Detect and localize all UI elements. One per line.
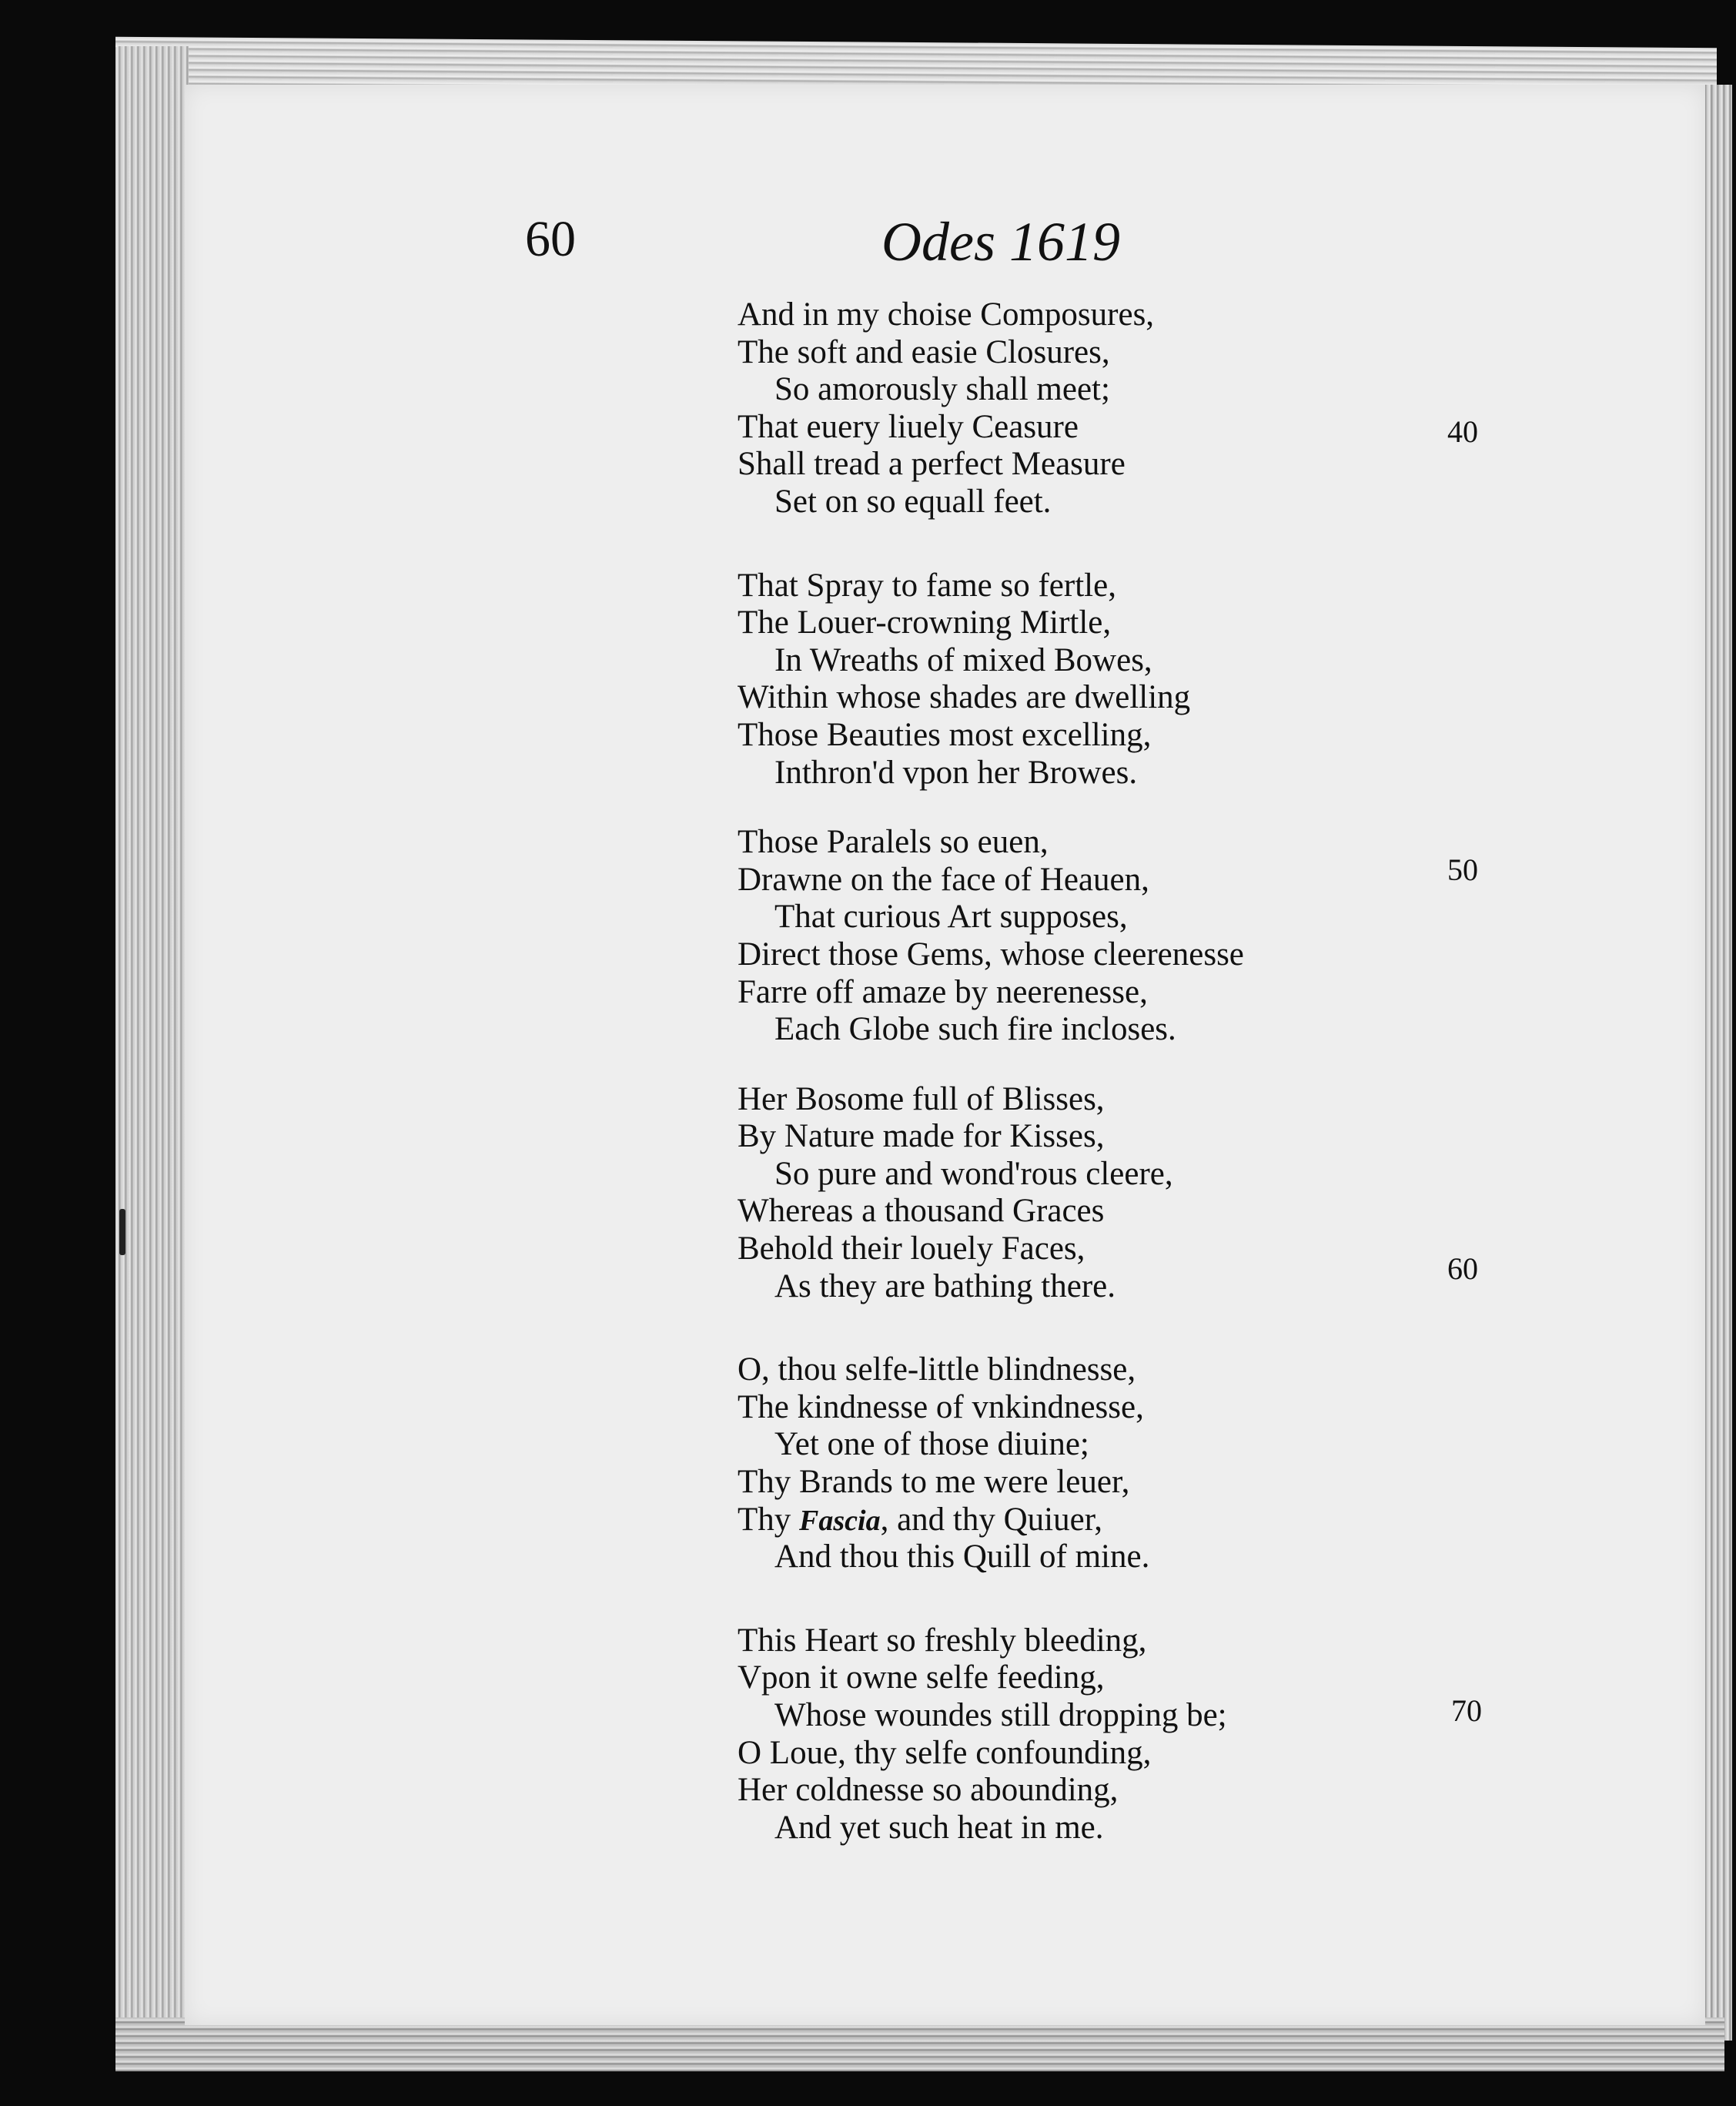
poem-line: And in my choise Composures, [738, 296, 1155, 333]
poem-line: Her coldnesse so abounding, [738, 1772, 1119, 1809]
book-edge-right [1701, 85, 1732, 2041]
poem-line: Farre off amaze by neerenesse, [738, 973, 1148, 1010]
stanza [738, 568, 1430, 792]
poem-line: By Nature made for Kisses, [738, 1118, 1105, 1155]
poem-line: Behold their louely Faces, [738, 1230, 1085, 1267]
poem-line: So pure and wond'rous cleere, [774, 1155, 1173, 1192]
poem-line: As they are bathing there. [774, 1267, 1116, 1304]
poem-line: That curious Art supposes, [774, 899, 1128, 936]
book-edge-left [115, 46, 189, 2029]
poem-line-emphasis: Fascia [799, 1504, 881, 1537]
poem-line: Vpon it owne selfe feeding, [738, 1659, 1105, 1696]
poem-line: O Loue, thy selfe confounding, [738, 1734, 1152, 1771]
poem-line: Those Paralels so euen, [738, 824, 1049, 861]
poem-line: Her Bosome full of Blisses, [738, 1080, 1105, 1117]
book-edge-bottom [115, 2017, 1724, 2071]
poem-line [738, 1502, 1430, 1539]
poem-line: Set on so equall feet. [774, 483, 1052, 520]
stanza [738, 1351, 1430, 1576]
page-number: 60 [525, 211, 576, 267]
poem-line: Whereas a thousand Graces [738, 1193, 1105, 1230]
poem-line: Inthron'd vpon her Browes. [774, 754, 1138, 791]
stanza [738, 296, 1430, 521]
stanza [738, 1081, 1430, 1306]
stanza [738, 1622, 1430, 1847]
poem-line: The kindnesse of vnkindnesse, [738, 1388, 1144, 1425]
poem-line: Thy Brands to me were leuer, [738, 1464, 1130, 1501]
poem-line-text: , and thy Quiuer, [880, 1501, 1103, 1538]
poem-line: And thou this Quill of mine. [774, 1538, 1150, 1575]
poem-line: Yet one of those diuine; [774, 1426, 1089, 1463]
running-title: Odes 1619 [881, 211, 1120, 273]
poem-line: Whose woundes still dropping be; [774, 1697, 1227, 1733]
poem-line: The Louer-crowning Mirtle, [738, 604, 1112, 641]
margin-mark [119, 1209, 125, 1255]
line-number-40: 40 [1447, 414, 1478, 449]
poem-line: This Heart so freshly bleeding, [738, 1622, 1147, 1659]
poem-line: The soft and easie Closures, [738, 333, 1110, 370]
line-number-50: 50 [1447, 852, 1478, 887]
poem-line: O, thou selfe-little blindnesse, [738, 1351, 1136, 1388]
poem-line: Within whose shades are dwelling [738, 679, 1191, 716]
poem-line: That euery liuely Ceasure [738, 408, 1079, 445]
poem-line: Each Globe such fire incloses. [774, 1011, 1176, 1048]
line-number-60: 60 [1447, 1251, 1478, 1286]
poem-line: And yet such heat in me. [774, 1809, 1104, 1846]
poem-line: Those Beauties most excelling, [738, 716, 1152, 753]
line-number-70: 70 [1451, 1693, 1482, 1728]
stanza [738, 824, 1430, 1049]
poem-line: In Wreaths of mixed Bowes, [774, 641, 1152, 678]
poem-line: That Spray to fame so fertle, [738, 567, 1116, 604]
poem-body [738, 296, 1430, 1893]
poem-line-text: Thy [738, 1501, 800, 1538]
poem-line: Shall tread a perfect Measure [738, 446, 1126, 483]
poem-line: Drawne on the face of Heauen, [738, 861, 1149, 898]
poem-line: Direct those Gems, whose cleerenesse [738, 936, 1244, 973]
poem-line: So amorously shall meet; [774, 371, 1110, 408]
